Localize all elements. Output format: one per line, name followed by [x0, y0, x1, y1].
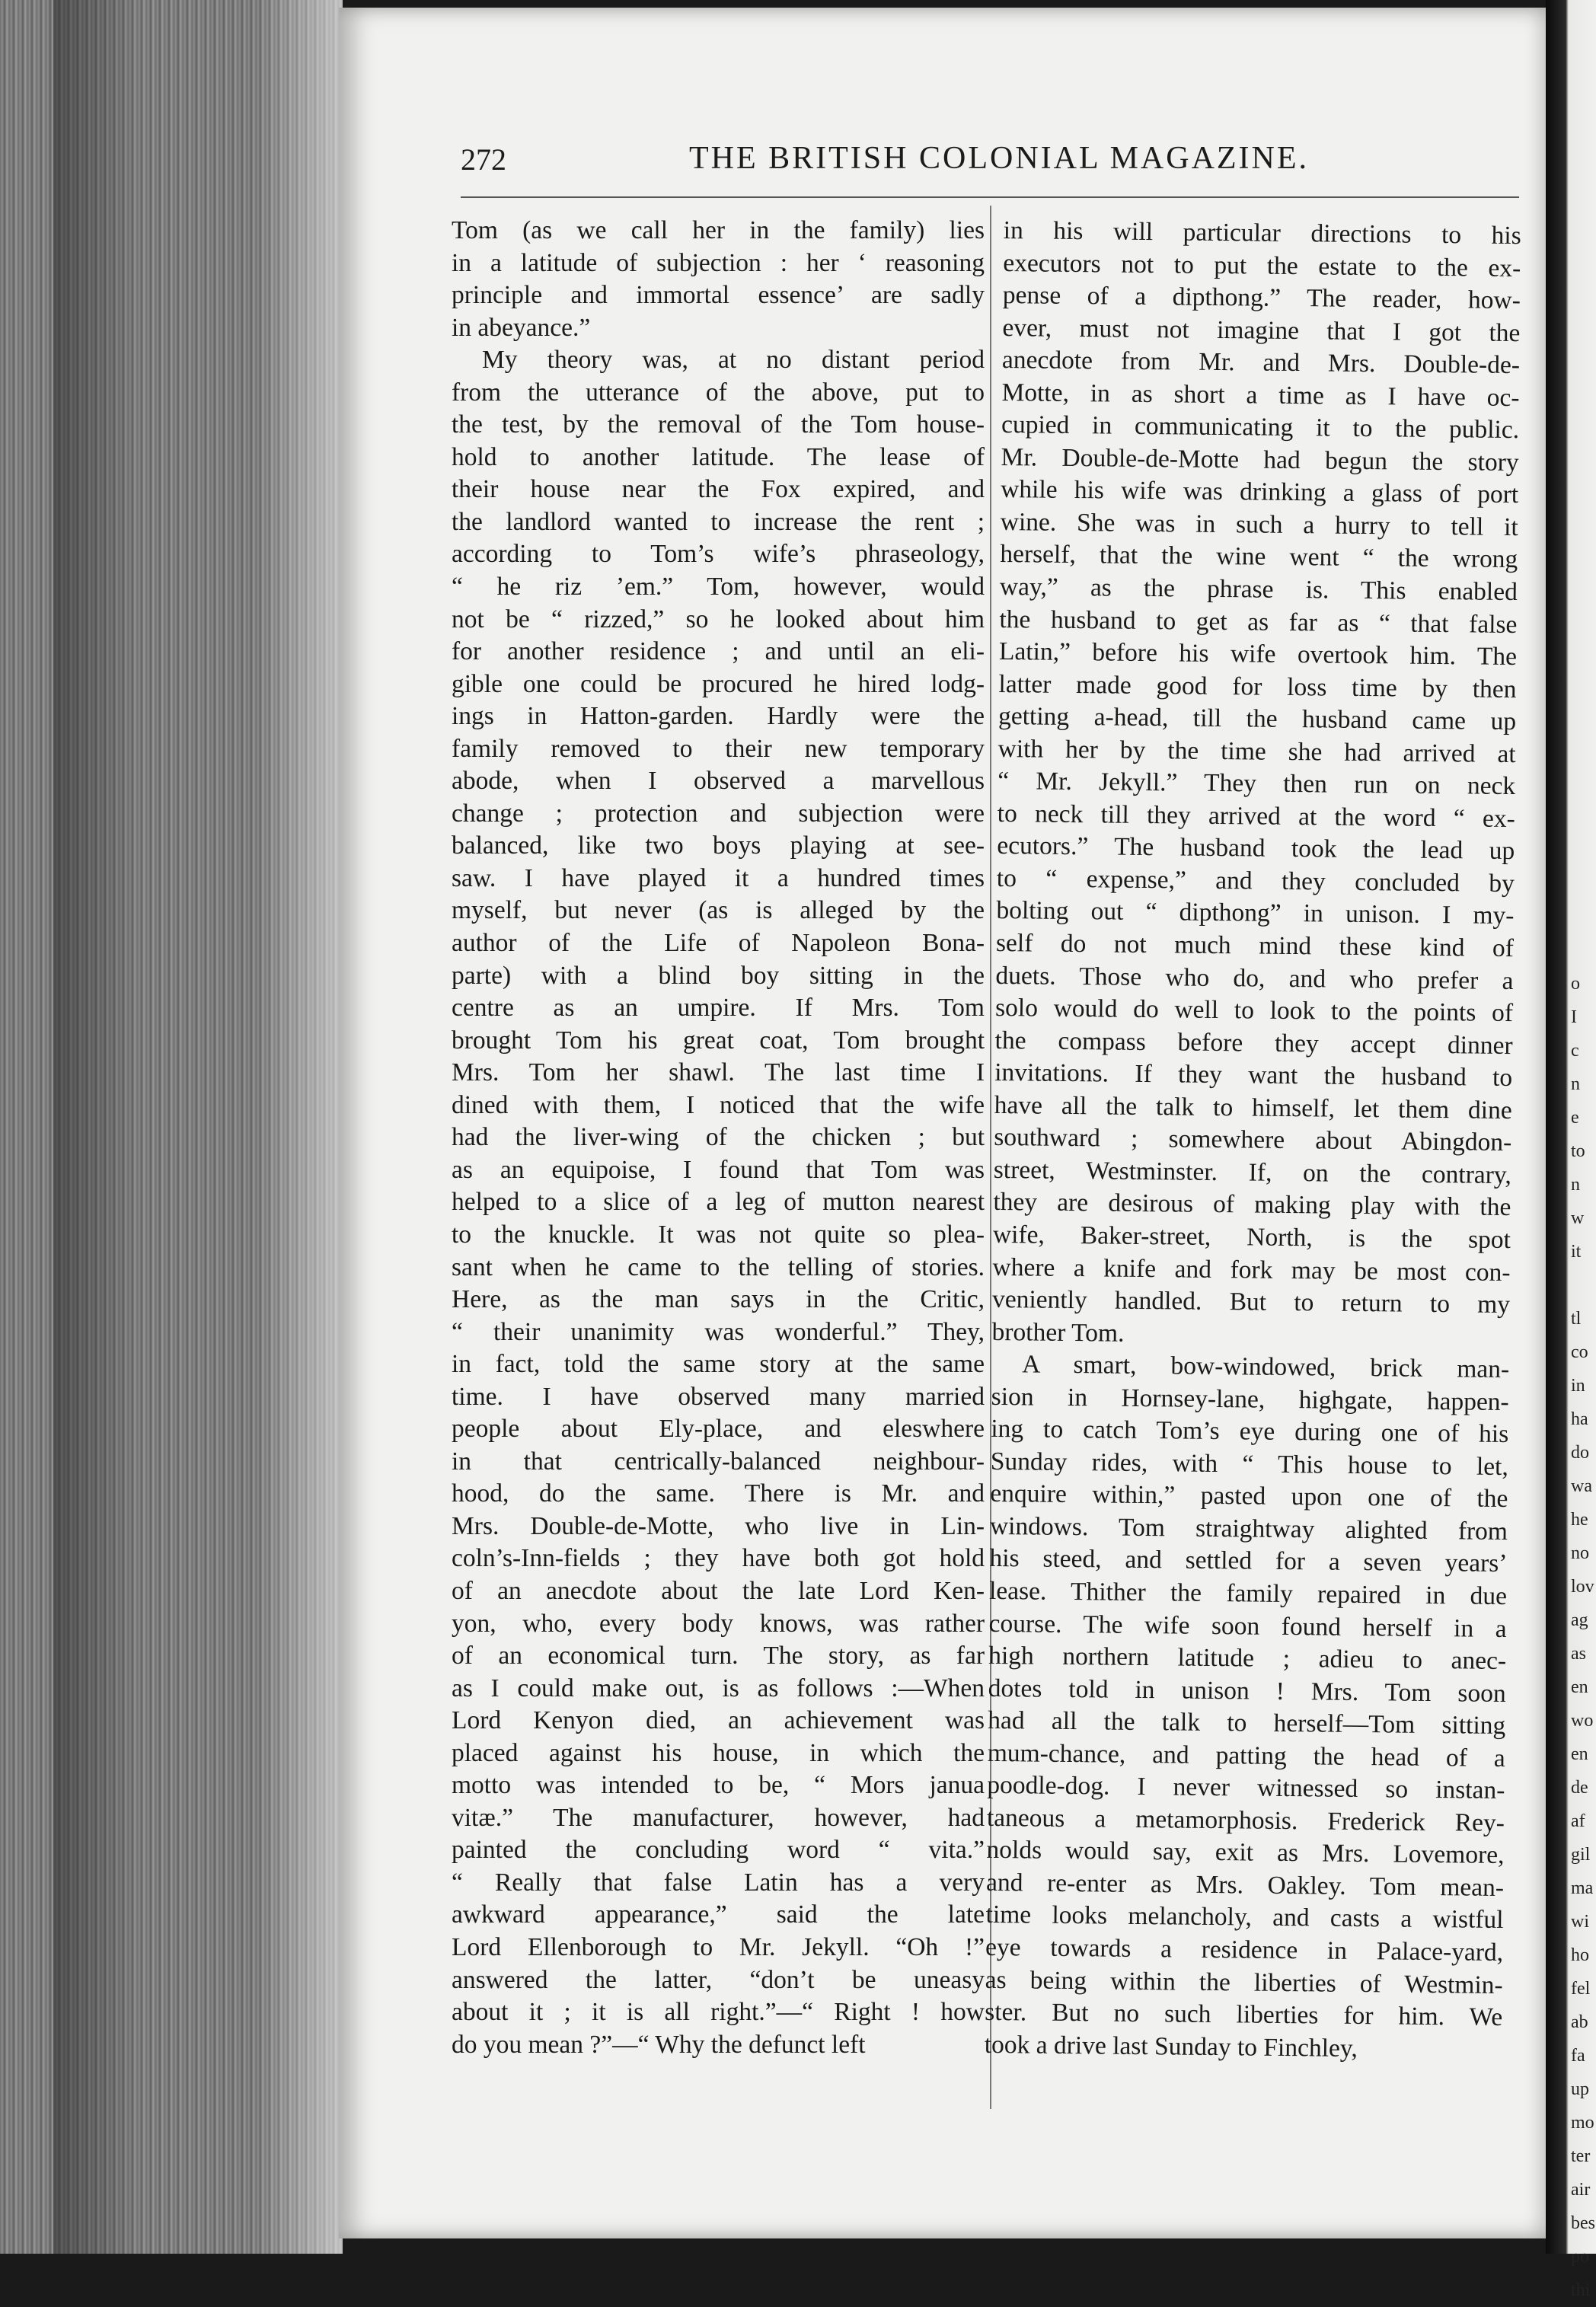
text-line: dined with them, I noticed that the wife [452, 1090, 985, 1119]
margin-fragment: en [1571, 1744, 1588, 1764]
margin-fragment: ag [1571, 1610, 1588, 1630]
text-line: author of the Life of Napoleon Bona- [452, 929, 985, 958]
text-line: placed against his house, in which the [452, 1738, 985, 1767]
margin-fragment: af [1571, 1811, 1585, 1831]
text-line: windows. Tom straightway alighted from [989, 1511, 1508, 1546]
margin-fragment: ma [1571, 1878, 1594, 1898]
text-line: “ their unanimity was wonderful.” They, [452, 1317, 985, 1346]
text-line: “ Mr. Jekyll.” They then run on neck [998, 767, 1516, 801]
margin-fragment: co [1571, 1342, 1588, 1362]
page-edge-shading [53, 0, 343, 2254]
text-line: his steed, and settled for a seven years’ [989, 1544, 1508, 1578]
text-line: for another residence ; and until an eli- [452, 637, 985, 666]
text-line: balanced, like two boys playing at see- [452, 831, 985, 860]
text-line: dotes told in unison ! Mrs. Tom soon [988, 1674, 1506, 1708]
text-line: enquire within,” pasted upon one of the [990, 1479, 1508, 1514]
text-line: yon, who, every body knows, was rather [452, 1609, 985, 1638]
text-line: people about Ely-place, and eleswhere [452, 1415, 985, 1444]
text-line: in fact, told the same story at the same [452, 1350, 985, 1379]
margin-fragment: de [1571, 1778, 1588, 1798]
text-line: change ; protection and subjection were [452, 799, 985, 828]
margin-fragment: wa [1571, 1476, 1592, 1496]
text-line: gible one could be procured he hired lodg- [452, 669, 985, 698]
text-line: according to Tom’s wife’s phraseology, [452, 540, 985, 569]
text-line: abode, when I observed a marvellous [452, 767, 985, 796]
text-line: from the utterance of the above, put to [452, 378, 985, 407]
text-line: Lord Ellenborough to Mr. Jekyll. “Oh !” [452, 1932, 985, 1961]
text-column-right [985, 215, 1521, 2066]
text-line: southward ; somewhere about Abingdon- [994, 1123, 1512, 1157]
text-line: ever, must not imagine that I got the [1002, 313, 1521, 347]
text-line: Mr. Double-de-Motte had begun the story [1001, 442, 1519, 477]
margin-fragment: in [1571, 1376, 1585, 1396]
margin-fragment: as [1571, 1644, 1586, 1664]
text-line: My theory was, at no distant period [482, 346, 985, 375]
text-line: time looks melancholy, and casts a wistful [985, 1900, 1504, 1935]
margin-fragment: to [1571, 1141, 1585, 1161]
margin-fragment: mo [1571, 2113, 1594, 2133]
text-line: hood, do the same. There is Mr. and [452, 1479, 985, 1508]
text-line: bolting out “ dipthong” in unison. I my- [996, 896, 1515, 930]
text-line: ster. But no such liberties for him. We [985, 1997, 1503, 2032]
header-rule [461, 196, 1519, 198]
text-line: took a drive last Sunday to Finchley, [984, 2030, 1358, 2063]
text-line: principle and immortal essence’ are sadly [452, 281, 985, 310]
text-line: painted the concluding word “ vita.” [452, 1836, 985, 1865]
text-line: Latin,” before his wife overtook him. The [998, 637, 1518, 672]
text-line: while his wife was drinking a glass of port [1001, 475, 1519, 509]
text-line: ecutors.” The husband took the lead up [997, 831, 1515, 866]
margin-fragment: air [1571, 2180, 1591, 2200]
text-line: Mrs. Tom her shawl. The last time I [452, 1058, 985, 1087]
text-line: saw. I have played it a hundred times [452, 863, 985, 892]
margin-fragment: po [1571, 2247, 1589, 2267]
text-line: self do not much mind these kind of [995, 928, 1515, 963]
text-line: duets. Those who do, and who prefer a [995, 961, 1514, 995]
margin-fragment [1571, 1268, 1596, 1302]
text-line: coln’s-Inn-fields ; they have both got hold [452, 1544, 985, 1573]
text-line: they are desirous of making play with the [993, 1188, 1511, 1222]
text-line: have all the talk to himself, let them dine [994, 1090, 1512, 1125]
margin-fragment: o [1571, 974, 1580, 994]
text-line: helped to a slice of a leg of mutton nearest [452, 1188, 985, 1217]
text-line: veniently handled. But to return to my [991, 1284, 1511, 1319]
text-line: Motte, in as short a time as I have oc- [1001, 378, 1520, 412]
text-line: awkward appearance,” said the late [452, 1900, 985, 1929]
text-line: wife, Baker-street, North, is the spot [992, 1220, 1511, 1254]
margin-fragment: bes [1571, 2213, 1595, 2233]
margin-fragment: I [1571, 1007, 1577, 1027]
text-line: about it ; it is all right.”—“ Right ! how [452, 1998, 985, 2027]
text-line: Mrs. Double-de-Motte, who live in Lin- [452, 1511, 985, 1540]
text-line: invitations. If they want the husband to [994, 1058, 1513, 1093]
margin-fragment: lov [1571, 1577, 1594, 1597]
text-line: to neck till they arrived at the word “ ex- [997, 799, 1515, 833]
text-line: anecdote from Mr. and Mrs. Double-de- [1001, 346, 1521, 380]
text-line: ing to catch Tom’s eye during one of his [991, 1415, 1509, 1449]
text-line: do you mean ?”—“ Why the defunct left [452, 2030, 866, 2059]
text-line: with her by the time she had arrived at [998, 734, 1516, 768]
margin-fragment: n [1571, 1175, 1580, 1195]
text-line: wine. She was in such a hurry to tell it [1000, 507, 1518, 542]
text-line: the husband to get as far as “ that false [999, 605, 1518, 639]
margin-fragment: ha [1571, 1409, 1588, 1429]
margin-fragment: up [1571, 2079, 1589, 2099]
text-line: had the liver-wing of the chicken ; but [452, 1123, 985, 1152]
text-line: herself, that the wine went “ the wrong [1000, 540, 1518, 574]
text-line: sant when he came to the telling of stories. [452, 1252, 985, 1281]
text-line: ings in Hatton-garden. Hardly were the [452, 702, 985, 731]
text-line: in his will particular directions to his [1003, 215, 1521, 250]
text-line: taneous a metamorphosis. Frederick Rey- [986, 1803, 1505, 1837]
text-line: and re-enter as Mrs. Oakley. Tom mean- [985, 1868, 1505, 1902]
margin-fragment: fa [1571, 2046, 1585, 2066]
text-line: Tom (as we call her in the family) lies [452, 216, 985, 244]
text-line: of an economical turn. The story, as far [452, 1642, 985, 1670]
margin-fragment: tl [1571, 1309, 1582, 1329]
text-line: their house near the Fox expired, and [452, 475, 985, 504]
text-line: getting a-head, till the husband came up [998, 702, 1517, 736]
text-line: in that centrically-balanced neighbour- [452, 1447, 985, 1476]
text-line: Here, as the man says in the Critic, [452, 1285, 985, 1314]
text-line: myself, but never (as is alleged by the [452, 896, 985, 925]
margin-fragment: w [1571, 1208, 1585, 1228]
page-header [461, 136, 1329, 189]
page-number: 272 [461, 142, 506, 177]
margin-fragment: it [1571, 1242, 1582, 1262]
text-line: brother Tom. [991, 1317, 1125, 1348]
text-line: the compass before they accept dinner [994, 1026, 1513, 1060]
text-line: street, Westminster. If, on the contrary, [993, 1155, 1512, 1189]
text-line: mum-chance, and patting the head of a [987, 1738, 1506, 1773]
facing-page-fragments [1571, 967, 1596, 2307]
text-line: answered the latter, “don’t be uneasy [452, 1965, 985, 1994]
text-line: latter made good for loss time by then [998, 669, 1517, 704]
margin-fragment: do [1571, 1443, 1589, 1463]
text-line: in a latitude of subjection : her ‘ reasoning [452, 248, 985, 277]
text-line: Sunday rides, with “ This house to let, [990, 1447, 1509, 1481]
margin-fragment: he [1571, 1510, 1588, 1530]
text-line: way,” as the phrase is. This enabled [999, 572, 1518, 607]
text-line: lease. Thither the family repaired in due [988, 1576, 1508, 1610]
margin-fragment: ter [1571, 2146, 1591, 2166]
text-line: nolds would say, exit as Mrs. Lovemore, [986, 1836, 1505, 1870]
text-line: “ Really that false Latin has a very [452, 1868, 985, 1897]
margin-fragment: thi [1571, 2280, 1591, 2300]
text-line: pense of a dipthong.” The reader, how- [1002, 281, 1521, 315]
text-column-left [452, 215, 985, 2061]
margin-fragment: no [1571, 1543, 1589, 1563]
text-line: “ he riz ’em.” Tom, however, would [452, 573, 985, 601]
text-line: vitæ.” The manufacturer, however, had [452, 1803, 985, 1832]
text-line: sion in Hornsey-lane, highgate, happen- [991, 1382, 1509, 1416]
margin-fragment: n [1571, 1074, 1580, 1094]
margin-fragment: c [1571, 1041, 1579, 1061]
running-title: THE BRITISH COLONIAL MAGAZINE. [689, 141, 1310, 176]
text-line: family removed to their new temporary [452, 734, 985, 763]
text-line: to the knuckle. It was not quite so plea- [452, 1220, 985, 1249]
margin-fragment: wo [1571, 1711, 1594, 1731]
text-line: course. The wife soon found herself in a [988, 1609, 1507, 1643]
text-line: as being within the liberties of Westmin- [985, 1965, 1503, 1999]
text-line: the landlord wanted to increase the rent ; [452, 507, 985, 536]
margin-fragment: ho [1571, 1945, 1589, 1965]
margin-fragment: fel [1571, 1979, 1591, 1999]
text-line: parte) with a blind boy sitting in the [452, 961, 985, 990]
text-line: where a knife and fork may be most con- [992, 1252, 1511, 1287]
text-line: eye towards a residence in Palace-yard, [985, 1932, 1504, 1967]
margin-fragment: ab [1571, 2012, 1588, 2032]
text-line: motto was intended to be, “ Mors janua [452, 1771, 985, 1800]
margin-fragment: wi [1571, 1912, 1589, 1932]
text-line: to “ expense,” and they concluded by [996, 863, 1515, 898]
text-line: A smart, bow-windowed, brick man- [1021, 1350, 1510, 1384]
text-line: time. I have observed many married [452, 1382, 985, 1411]
text-line: brought Tom his great coat, Tom brought [452, 1026, 985, 1055]
margin-fragment: gil [1571, 1845, 1591, 1865]
text-line: of an anecdote about the late Lord Ken- [452, 1576, 985, 1605]
text-line: cupied in communicating it to the public. [1001, 410, 1520, 445]
text-line: high northern latitude ; adieu to anec- [988, 1641, 1507, 1676]
text-line: executors not to put the estate to the ex- [1003, 248, 1521, 282]
text-line: Lord Kenyon died, an achievement was [452, 1706, 985, 1735]
text-line: centre as an umpire. If Mrs. Tom [452, 994, 985, 1023]
text-line: as an equipoise, I found that Tom was [452, 1155, 985, 1184]
margin-fragment: e [1571, 1108, 1579, 1128]
text-line: poodle-dog. I never witnessed so instan- [987, 1771, 1505, 1805]
text-line: the test, by the removal of the Tom house- [452, 410, 985, 439]
text-line: not be “ rizzed,” so he looked about him [452, 605, 985, 633]
text-line: hold to another latitude. The lease of [452, 442, 985, 471]
text-line: solo would do well to look to the points of [994, 994, 1514, 1028]
margin-fragment: en [1571, 1677, 1588, 1697]
text-line: in abeyance.” [452, 313, 591, 342]
text-line: as I could make out, is as follows :—When [452, 1674, 985, 1702]
text-line: had all the talk to herself—Tom sitting [988, 1706, 1506, 1741]
